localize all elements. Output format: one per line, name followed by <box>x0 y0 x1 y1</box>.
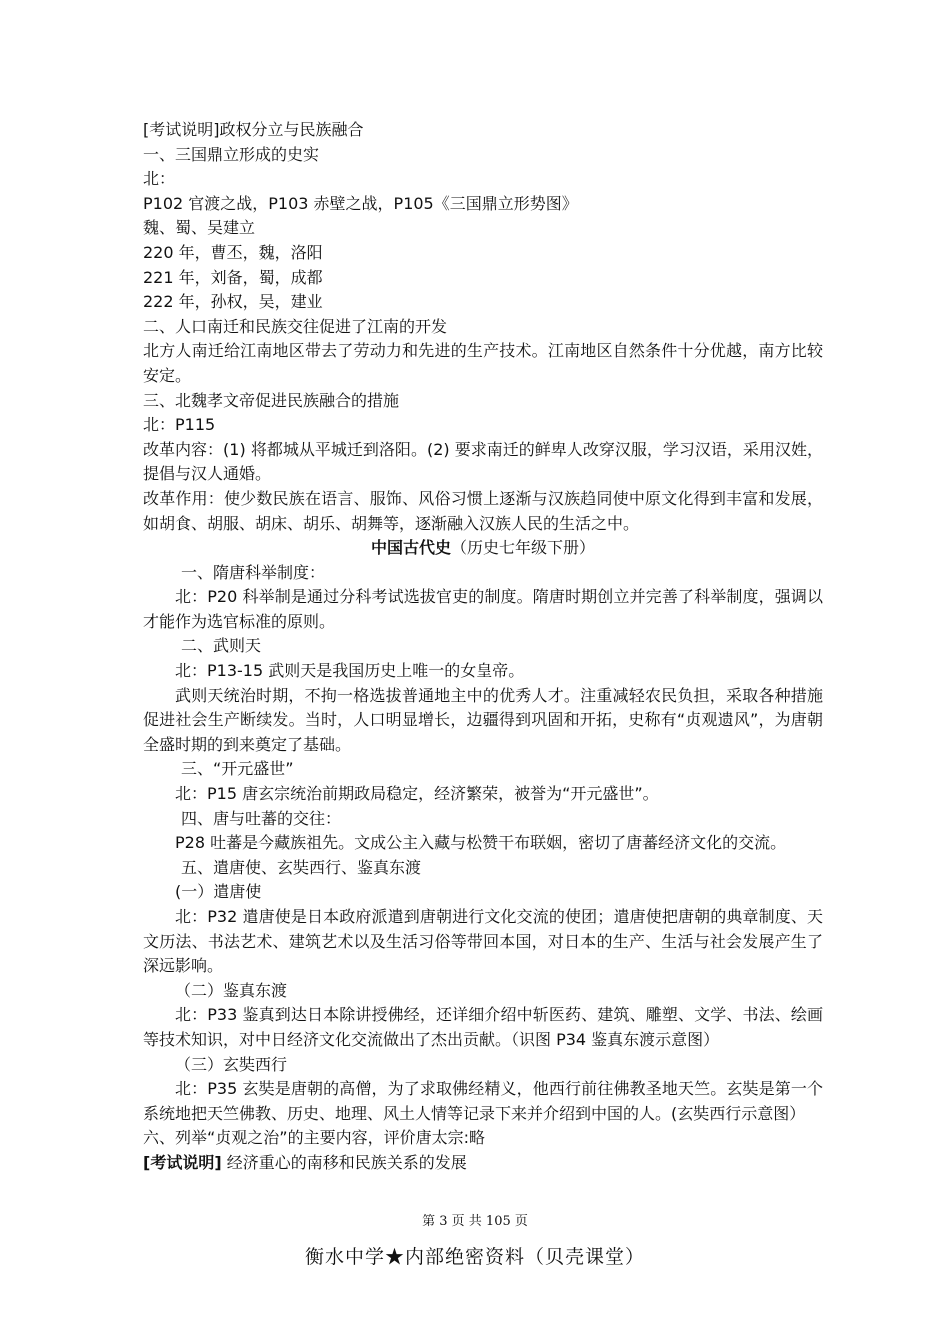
text-line: P102 官渡之战，P103 赤壁之战，P105《三国鼎立形势图》 <box>143 193 578 213</box>
document-body <box>143 118 823 1176</box>
paragraph: 改革内容：(1) 将都城从平城迁到洛阳。(2) 要求南迁的鲜卑人改穿汉服，学习汉语，采用汉姓，提倡与汉人通婚。 <box>143 439 823 484</box>
text-line: 北：P15 唐玄宗统治前期政局稳定，经济繁荣，被誉为“开元盛世”。 <box>175 784 659 804</box>
section-title-bold: 中国古代史 <box>370 538 451 558</box>
paragraph: 北：P32 遣唐使是日本政府派遣到唐朝进行文化交流的使团；遣唐使把唐朝的典章制度、天文历法、书法艺术、建筑艺术以及生活习俗等带回本国，对日本的生产、生活与社会发展产生了深远影响。 <box>143 907 823 976</box>
subheading: 四、唐与吐蕃的交往： <box>181 808 342 828</box>
subheading: (一）遣唐使 <box>175 882 262 902</box>
text-line: P28 吐蕃是今藏族祖先。文成公主入藏与松赞干布联姻，密切了唐蕃经济文化的交流。 <box>175 833 787 853</box>
paragraph: 北方人南迁给江南地区带去了劳动力和先进的生产技术。江南地区自然条件十分优越，南方比较安定。 <box>143 341 823 385</box>
page-number: 第 3 页 共 105 页 <box>422 1214 528 1229</box>
subheading: 三、“开元盛世” <box>181 759 294 779</box>
paragraph: 北：P33 鉴真到达日本除讲授佛经，还详细介绍中斩医药、建筑、雕塑、文学、书法、绘画等技术知识，对中日经济文化交流做出了杰出贡献。（识图 P34 鉴真东渡示意图） <box>143 1005 823 1049</box>
text-line: 魏、蜀、吴建立 <box>143 218 256 238</box>
subheading: （三）玄奘西行 <box>175 1054 288 1074</box>
section-title <box>143 536 823 561</box>
exam-note-heading-2 <box>143 1151 823 1176</box>
footer-title: 衡水中学★内部绝密资料（贝壳课堂） <box>304 1246 645 1268</box>
text-line: 220 年，曹丕，魏，洛阳 <box>143 242 323 262</box>
section-title-subtitle: （历史七年级下册） <box>451 538 596 558</box>
text-line: 北：P115 <box>143 415 216 435</box>
paragraph: 北：P20 科举制是通过分科考试选拔官吏的制度。隋唐时期创立并完善了科举制度，强调以才能作为选官标准的原则。 <box>143 587 823 631</box>
exam-note-heading: [考试说明]政权分立与民族融合 <box>143 120 364 139</box>
section-heading-3: 三、北魏孝文帝促进民族融合的措施 <box>143 390 400 410</box>
text-line: 222 年，孙权，吴，建业 <box>143 292 323 312</box>
text-line: 北： <box>143 169 176 189</box>
text-line: 北：P13-15 武则天是我国历史上唯一的女皇帝。 <box>175 661 525 681</box>
text-line: 221 年，刘备，蜀，成都 <box>143 267 323 287</box>
subheading: 二、武则天 <box>181 636 262 656</box>
paragraph: 武则天统治时期，不拘一格选拔普通地主中的优秀人才。注重减轻农民负担，采取各种措施促进社会生产断续发。当时，人口明显增长，边疆得到巩固和开拓，史称有“贞观遗风”，为唐朝全盛时期的到来奠定了基础。 <box>143 685 823 754</box>
paragraph: 北：P35 玄奘是唐朝的高僧，为了求取佛经精义，他西行前往佛教圣地天竺。玄奘是第一个系统地把天竺佛教、历史、地理、风土人情等记录下来并介绍到中国的人。(玄奘西行示意图） <box>143 1079 823 1123</box>
subheading: （二）鉴真东渡 <box>175 980 288 1000</box>
text-line: 六、列举“贞观之治”的主要内容，评价唐太宗:略 <box>143 1128 485 1148</box>
section-heading-1: 一、三国鼎立形成的史实 <box>143 144 320 164</box>
section-heading-2: 二、人口南迁和民族交往促进了江南的开发 <box>143 316 448 336</box>
exam-note-label: [考试说明] <box>143 1152 222 1172</box>
paragraph: 改革作用：使少数民族在语言、服饰、风俗习惯上逐渐与汉族趋同使中原文化得到丰富和发展，如胡食、胡服、胡床、胡乐、胡舞等，逐渐融入汉族人民的生活之中。 <box>143 488 823 533</box>
subheading: 五、遣唐使、玄奘西行、鉴真东渡 <box>181 857 422 877</box>
exam-note-text: 经济重心的南移和民族关系的发展 <box>221 1152 467 1172</box>
subheading: 一、隋唐科举制度： <box>181 562 326 582</box>
